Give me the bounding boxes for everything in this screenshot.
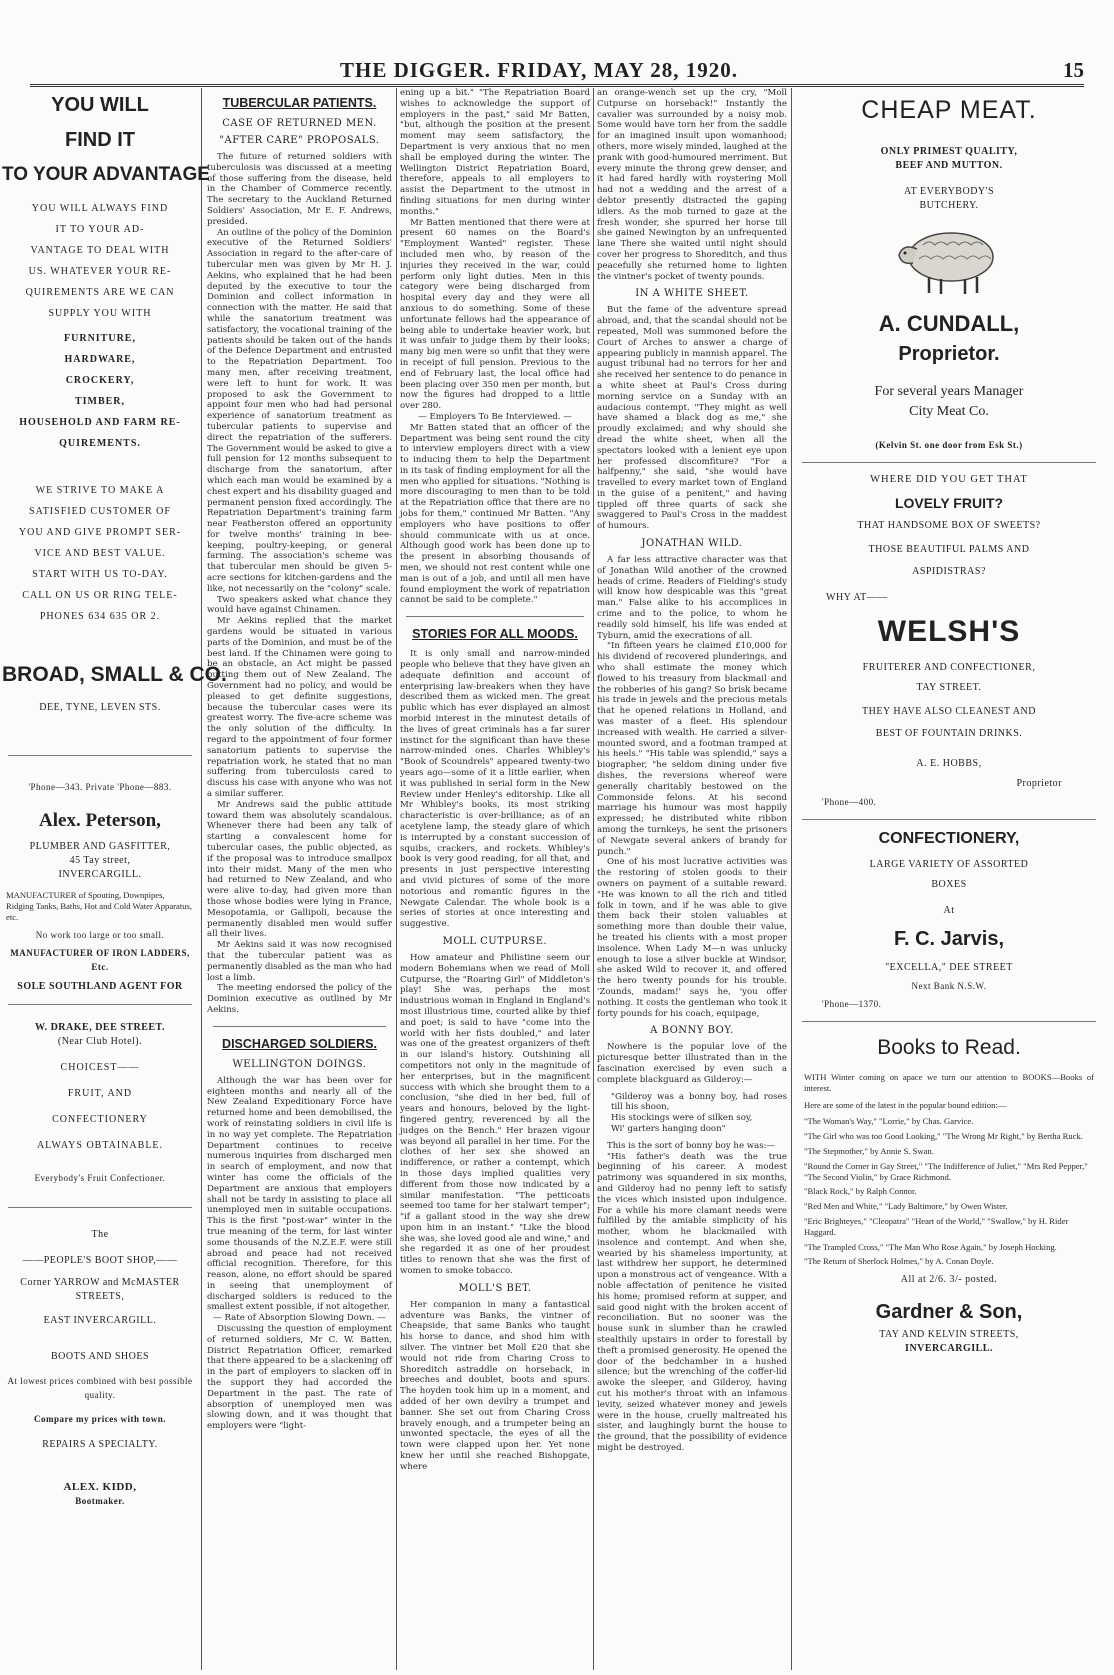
article-body xyxy=(597,305,787,532)
article-body xyxy=(400,649,590,930)
book-item: "Red Men and White," "Lady Baltimore," by Owen Wister. xyxy=(804,1201,1008,1212)
phone-number: 'Phone—400. xyxy=(822,797,877,807)
paragraph: an orange-wench set up the cry, "Moll Cutpurse on horseback!" Instantly the cavalier was surrounded by a noisy mob. Some would have torn her from the saddle for an imagined insult upon womanhood; others, more wisely minded, laughed at the prank with good-humoured merriment. But every minute the throng grew denser, and it had fared hardly with roystering Moll had not a wedding and the arrest of a debtor presently distracted the gaping idlers. As the mob turned to gaze at the fresh wonder, she spurred her horse till she gained Newington by an unfrequented lane There she waited until night should cover her progress to Shoreditch, and thus peacefully she returned home to lighten the vintner's pocket of twenty pounds. xyxy=(597,88,787,282)
ad-line: CALL ON US OR RING TELE- xyxy=(22,590,178,601)
ad-line: REPAIRS A SPECIALTY. xyxy=(42,1439,158,1451)
role: Bootmaker. xyxy=(75,1496,125,1507)
address: Corner YARROW and McMASTER xyxy=(20,1277,180,1289)
ad-welshs xyxy=(796,473,1102,809)
book-item: "The Girl who was too Good Looking," "The Wrong Mr Right," by Bertha Ruck. xyxy=(804,1131,1083,1142)
ad-line: IT TO YOUR AD- xyxy=(55,224,145,235)
paragraph: Discussing the question of employment of returned soldiers, Mr C. W. Batten, District Repatriation Officer, remarked that there appeared to be a slackening off in the part of employers to slacken off in the support they had accorded the Department in the past. The rate of absorption of unemployed men was slowing down, and it was thought that employers were "light- xyxy=(207,1324,392,1432)
ad-item: CONFECTIONERY xyxy=(52,1114,148,1126)
verse-line: His stockings were of silken soy, xyxy=(611,1113,753,1124)
book-item: "The Trampled Cross," "The Man Who Rose Again," by Joseph Hocking. xyxy=(804,1241,1057,1252)
ad-kidd xyxy=(2,1228,198,1508)
address: (Kelvin St. one door from Esk St.) xyxy=(875,440,1023,450)
ad-line: Compare my prices with town. xyxy=(33,1414,167,1425)
ad-line: BEST OF FOUNTAIN DRINKS. xyxy=(875,728,1023,739)
column-3 xyxy=(400,88,590,1670)
paragraph: "His father's death was the true beginning of his career. A modest patrimony was squandered in six months, and Gilderoy had no penny left to satisfy the vices which insisted upon indulgence. For a while his more clamant needs were fulfilled by the amiable simplicity of his mother, whom he blackmailed with insolence and contempt. And when she, wearied by his shameless importunity, at last withdrew her support, he determined upon a monstrous act of vengeance. With a noble affectation of penitence he visited his home; promised reform at supper, and said good night with the broken accent of reconciliation. But no sooner was the house sunk in slumber than he crawled stealthily upstairs in order to forestall by theft a promised generosity. He opened the door of the bedchamber in a hushed silence; but the wrenching of the coffer-lid awoke the sleeper, and Gilderoy, having cut his mother's throat with an infamous levity, seized whatever money and jewels were in the house, cruelly maltreated his sister, and laughingly burnt the house to the ground, that the possibility of evidence might be destroyed. xyxy=(597,1151,787,1454)
address: (Near Club Hotel). xyxy=(57,1036,143,1048)
advertiser-name: A. CUNDALL, xyxy=(878,311,1020,336)
address: "EXCELLA," DEE STREET xyxy=(885,962,1013,973)
sheep-illustration-icon xyxy=(889,219,1009,299)
ad-item: QUIREMENTS. xyxy=(59,438,141,449)
ad-line: AT EVERYBODY'S xyxy=(903,186,995,197)
address: 45 Tay street, xyxy=(69,855,131,866)
ad-item: FRUIT, AND xyxy=(67,1088,133,1100)
column-1-advertisements xyxy=(2,88,227,1670)
goods: BOOTS AND SHOES xyxy=(50,1351,150,1363)
ad-line: START WITH US TO-DAY. xyxy=(32,569,168,580)
book-item: "Black Rock," by Ralph Connor. xyxy=(804,1186,917,1197)
advertiser-name: Alex. Peterson, xyxy=(39,810,161,831)
book-item: "Round the Corner in Gay Street," "The Indifference of Juliet," "Mrs Red Pepper," "The Second Violin," by Grace Richmond. xyxy=(804,1160,1088,1182)
ad-item: ALWAYS OBTAINABLE. xyxy=(36,1140,164,1152)
ad-heading: TO YOUR ADVANTAGE xyxy=(2,164,210,185)
ad-line: THEY HAVE ALSO CLEANEST AND xyxy=(862,706,1036,717)
ad-item: FURNITURE, xyxy=(64,333,136,344)
paragraph-subhead: — Rate of Absorption Slowing Down. — xyxy=(213,1313,386,1324)
paragraph: How amateur and Philistine seem our modern Bohemians when we read of Moll Cutpurse, the "Roaring Girl" of Middleton's play! She was, perhaps the most industrious woman in England in England's most illustrious time, courted alike by thief and poet; is said to have "come into the world with her fists doubled," and later was one of the greatest organizers of theft in our island's history. Outshining all competitors not only in the magnitude of her enterprises, but in the magnificent success with which she brought them to a conclusion, "she died in her bed, full of years and honours, beloved by the light-fingered gentry, reverenced by all the judges on the Bench." Her brazen vigour was beyond all parallel in her time. For the clothes of her sex she showed an indifference, or rather a contempt, which in those days implied qualities very different from those now indicated by a similar manifestation. "The petticoats seemed too tame for her stalwart temper"; "if a gallant stood in the way she drew upon him in an instant." "Like the blood she was, she loved good ale and wine," and she regarded it as one of her proudest titles to renown that she was the first of women to smoke tobacco. xyxy=(400,952,590,1277)
article-subtitle: JONATHAN WILD. xyxy=(641,538,743,550)
paragraph: It is only small and narrow-minded people who believe that they have given an adequate definition and account of enterprising law-breakers when they have described them as wicked men. The great public which has ever displayed an almost morbid interest in the minutest details of the lives of great criminals has a far surer instinct for the significant than have these narrow-minded ones. Charles Whibley's "Book of Scoundrels" appeared twenty-two years ago—some of it a little earlier, when it was published in serial form in the New Review under Henley's editorship. Like all Mr Whibley's books, its most striking characteristic is over-brilliance; as of an acetylene lamp, the steady glare of which is interrupted by a constant succession of squibs, crackers, and rockets. Whibley's book is very good reading, for all that, and presents in just perspective interesting and vivid pictures of some of the more notorious and romantic figures in the Newgate Calendar. The whole book is a series of stories at once interesting and suggestive. xyxy=(400,649,590,930)
paragraph: This is the sort of bonny boy he was:— xyxy=(607,1140,776,1151)
paragraph: Mr Batten stated that an officer of the Department was being sent round the city to interview employers direct with a view to inducing them to help the Department in its task of finding employment for all the men who applied for situations. "Nothing is more discouraging to men than to be told at the Repatriation office that there are no jobs for them," continued Mr Batten. "Any employers who have positions to offer should communicate with us at once. Although good work has been done up to the present in absorbing thousands of men, we should not rest content while one man is out of a job, and until all men have found employment the work of repatriation cannot be said to be complete." xyxy=(400,422,590,606)
ad-line: WHY AT—— xyxy=(826,592,888,603)
town: INVERCARGILL. xyxy=(58,869,142,880)
firm-name: BROAD, SMALL & CO. xyxy=(2,663,227,686)
ad-line: No work too large or too small. xyxy=(35,930,165,941)
ad-line: VANTAGE TO DEAL WITH xyxy=(30,245,170,256)
phone-numbers: 'Phone—343. Private 'Phone—883. xyxy=(28,782,172,792)
owner-name: A. E. HOBBS, xyxy=(916,758,982,769)
article-subtitle: A BONNY BOY. xyxy=(650,1025,734,1037)
shop-name: ——PEOPLE'S BOOT SHOP,—— xyxy=(22,1255,178,1267)
ad-body: WITH Winter coming on apace we turn our attention to BOOKS—Books of interest. xyxy=(804,1072,1094,1093)
article-body xyxy=(207,152,392,1016)
tagline: Everybody's Fruit Confectioner. xyxy=(34,1173,166,1184)
ad-line: YOU WILL ALWAYS FIND xyxy=(31,203,169,214)
ad-jarvis xyxy=(796,830,1102,1011)
article-title: TUBERCULAR PATIENTS. xyxy=(222,96,377,110)
paragraph: Two speakers asked what chance they would have against Chinamen. xyxy=(207,594,392,616)
book-item: "The Return of Sherlock Holmes," by A. Conan Doyle. xyxy=(804,1256,994,1267)
role: Proprietor. xyxy=(898,343,1000,365)
column-2 xyxy=(207,88,392,1670)
ad-books xyxy=(796,1036,1102,1356)
ad-line: QUIREMENTS ARE WE CAN xyxy=(25,287,175,298)
paragraph: ening up a bit." "The Repatriation Board wishes to acknowledge the support of employers in the past," said Mr Batten, "but, although the position at the present moment may seem satisfactory, the Department is very anxious that no men shall be employed during the winter. The Wellington District Repatriation Board, therefore, appeals to all employers to assist the Department to the utmost in finding situations for men during winter months." xyxy=(400,88,590,217)
address: Next Bank N.S.W. xyxy=(911,981,987,991)
masthead xyxy=(30,58,1084,80)
advertiser-name: WELSH'S xyxy=(877,615,1021,648)
ad-body: MANUFACTURER of Spouting, Downpipes, Ridging Tanks, Baths, Hot and Cold Water Apparatus, etc. xyxy=(6,890,193,922)
advertiser-name: W. DRAKE, DEE STREET. xyxy=(35,1022,165,1034)
ad-item: TIMBER, xyxy=(74,396,126,407)
ad-cheap-meat xyxy=(796,96,1102,452)
address: TAY AND KELVIN STREETS, xyxy=(879,1329,1019,1341)
column-divider xyxy=(201,88,202,1670)
paragraph: An outline of the policy of the Dominion executive of the Returned Soldiers' Association in regard to the after-care of tubercular men was given by Mr H. J. Aekins, who explained that he had been deputed by the executive to tour the Dominion and collect information in connection with the matter. He said that while the sanatorium treatment was satisfactory, the vocational training of the patients should be taken out of the hands of the Defence Department and entrusted to the Repatriation Department. Too many men, after receiving treatment, were left to hunt for work. It was proposed to ask the Government to appoint four men who had had personal experience of sanatorium treatment as tubercular patients to supervise and direct the repatriation of the sufferers. The Government would be asked to give a full pension for 12 months subsequent to discharge from the sanatorium, after which each man would be examined by a chest expert and his disability guaged and permanent pension fixed accordingly. The Repatriation Department's training farm near Featherston offered an opportunity for twelve months' training in bee-keeping, poultry-keeping, or general farming. The association's scheme was that tubercular men should be given 5-acre sections for kitchen-gardens and the like, not necessarily on the "colony" scale. xyxy=(207,227,392,594)
article-subtitle: MOLL CUTPURSE. xyxy=(442,935,548,947)
article-body xyxy=(597,88,787,282)
ad-heading: LOVELY FRUIT? xyxy=(894,495,1004,511)
address: TAY STREET. xyxy=(916,682,982,693)
paragraph: But the fame of the adventure spread abroad, and, that the scandal should not be repeated, Moll was summoned before the Court of Arches to answer a charge of appearing publicly in mannish apparel. The august tribunal had no terrors for her and she received her sentence to do penance in a white sheet at Paul's Cross during morning service on a Sunday with an audacious contempt. "They might as well have shamed a black dog as me," she proudly exclaimed; and why should she dread the white sheet, when all the spectators looked with a lenient eye upon her professed discomfiture? "For a halfpenny," she said, "she would have travelled to every market town of England in the guise of a penitent," and having tippled off three quarts of sack she swaggered to Paul's Cross in the maddest of humours. xyxy=(597,305,787,532)
ad-line: SATISFIED CUSTOMER OF xyxy=(29,506,171,517)
verse xyxy=(611,1092,787,1135)
trade: PLUMBER AND GASFITTER, xyxy=(29,841,171,852)
ad-drake xyxy=(2,1021,198,1185)
ad-item: HOUSEHOLD AND FARM RE- xyxy=(19,417,181,428)
ad-heading: CHEAP MEAT. xyxy=(861,96,1037,124)
ad-line: FRUITERER AND CONFECTIONER, xyxy=(862,662,1036,673)
column-divider xyxy=(396,88,397,1670)
ad-broad-small xyxy=(2,94,227,715)
firm-address: DEE, TYNE, LEVEN STS. xyxy=(39,702,161,713)
ad-line: BOXES xyxy=(931,879,967,890)
paragraph: Mr Aekins replied that the market gardens would be situated in various parts of the Dominion, and must be of the best land. If the Chinamen were going to be an obstacle, an Act might be passed putting them out of New Zealand. The Government had no policy, and would be pleased to get definite suggestions, because the tubercular cases were its greatest worry. The five-acre scheme was the only solution of the difficulty. In regard to the appointment of four former sanatorium patients to supervise the repatriation work, he stated that no man suffering from tuberculosis cared to discuss his case with anyone who was not a similar sufferer. xyxy=(207,616,392,800)
article-subtitle: IN A WHITE SHEET. xyxy=(635,288,749,300)
paragraph: The future of returned soldiers with tuberculosis was discussed at a meeting of those suffering from the disease, held in the Chamber of Commerce recently. The secretary to the Auckland Returned Soldiers' Association, Mr E. F. Andrews, presided. xyxy=(207,152,392,227)
verse-line: Wi' garters hanging doon" xyxy=(611,1123,726,1134)
article-subtitle: CASE OF RETURNED MEN. xyxy=(222,118,377,129)
paragraph: A far less attractive character was that of Jonathan Wild another of the crowned heads of crime. Readers of Fielding's study will know how despicable was this "great man." False alike to his accomplices in crime and to the police, to whom he readily sold himself, his life was ended at Tyburn, amid the execrations of all. xyxy=(597,555,787,641)
verse-line: "Gilderoy was a bonny boy, had roses till his shoon, xyxy=(611,1091,787,1113)
article-title: DISCHARGED SOLDIERS. xyxy=(222,1036,377,1051)
ad-line: WE STRIVE TO MAKE A xyxy=(35,485,165,496)
advertiser-name: F. C. Jarvis, xyxy=(893,928,1005,950)
column-divider xyxy=(791,88,792,1670)
ad-heading: YOU WILL xyxy=(51,94,149,116)
ad-line: BEEF AND MUTTON. xyxy=(895,160,1003,171)
paragraph: One of his most lucrative activities was the restoring of stolen goods to their owners on payment of a suitable reward. "He was known to all the rich and titled folk in town, and if he was able to give them back their stolen valuables at something more than double their value, he treated his clients with a most proper insolence. When Lady M—n was unlucky enough to lose a silver buckle at Windsor, she asked Wild to recover it, and offered the hero twenty pounds for his trouble. 'Zounds, madam!' says he, 'you offer nothing. It costs the gentleman who took it forty pounds for his coach, equipage, xyxy=(597,857,787,1019)
paragraph: Although the war has been over for eighteen months and nearly all of the New Zealand Expeditionary Force have returned home and been demobilised, the work of reinstating soldiers in civil life is in no way yet complete. The Repatriation Department continues to receive numerous inquiries from discharged men in search of employment, and now that winter has come the officials of the Department are anxious that employers shall not be tardy in assisting to place all unemployed men in suitable occupations. This is the first "post-war" winter in the true meaning of the term, for last winter some thousands of the N.Z.E.F. were still abroad and peace had not received official recognition. Therefore, for this reason, alone, no effort should be spared in seeing that unemployment of discharged soldiers is reduced to the smallest extent possible, if not altogether. xyxy=(207,1075,392,1313)
masthead-title: THE DIGGER. FRIDAY, MAY 28, 1920. xyxy=(340,58,739,82)
ad-line: For several years Manager xyxy=(874,384,1024,399)
article-body xyxy=(400,1300,590,1473)
ad-line: At xyxy=(943,905,955,916)
ad-line: LARGE VARIETY OF ASSORTED xyxy=(869,859,1029,870)
town: EAST INVERCARGILL. xyxy=(43,1315,157,1327)
ad-heading: CONFECTIONERY, xyxy=(878,830,1020,847)
article-body xyxy=(400,953,590,1277)
book-item: "The Stepmother," by Annie S. Swan. xyxy=(804,1145,934,1156)
ad-line: ONLY PRIMEST QUALITY, xyxy=(880,146,1018,157)
ad-line: At lowest prices combined with best possible quality. xyxy=(7,1376,193,1401)
book-item: "Eric Brighteyes," "Cleopatra" "Heart of the World," "Swallow," by H. Rider Haggard. xyxy=(804,1215,1069,1237)
ad-item: HARDWARE, xyxy=(64,354,136,365)
page-number: 15 xyxy=(1063,58,1084,82)
town: INVERCARGILL. xyxy=(905,1343,993,1355)
advertiser-name: Gardner & Son, xyxy=(875,1301,1023,1324)
address: STREETS, xyxy=(75,1291,125,1303)
column-5-advertisements xyxy=(796,88,1102,1670)
ad-peterson xyxy=(2,780,198,994)
role: Proprietor xyxy=(1016,778,1062,789)
ad-item: CHOICEST—— xyxy=(60,1062,140,1074)
article-title: STORIES FOR ALL MOODS. xyxy=(412,627,578,642)
paragraph: The meeting endorsed the policy of the Dominion executive as outlined by Mr Aekins. xyxy=(207,983,392,1015)
ad-item: CROCKERY, xyxy=(65,375,135,386)
ad-line: VICE AND BEST VALUE. xyxy=(34,548,166,559)
paragraph: Mr Aekins said it was now recognised that the tubercular patient was as permanently disabled as the man who had lost a limb. xyxy=(207,940,392,983)
ad-line: The xyxy=(91,1229,109,1241)
article-subtitle: MOLL'S BET. xyxy=(458,1282,532,1294)
ad-heading: FIND IT xyxy=(65,129,135,151)
ad-line: THOSE BEAUTIFUL PALMS AND xyxy=(868,544,1030,555)
paragraph: Her companion in many a fantastical adventure was Banks, the vintner of Cheapside, that same Banks who taught his horse to dance, and shod him with silver. The vintner bet Moll £20 that she would not ride from Charing Cross to Shoreditch astraddle on horseback, in breeches and doublet, boots and spurs. The hoyden took him up in a moment, and added of her own devilry a trumpet and banner. She set out from Charing Cross bravely enough, and a trumpeter being an unwonted spectacle, the eyes of all the town were clapped upon her. Yet none knew her until she reached Bishopgate, where xyxy=(400,1299,590,1472)
paragraph-subhead: — Employers To Be Interviewed. — xyxy=(418,411,572,422)
ad-line: US. WHATEVER YOUR RE- xyxy=(28,266,172,277)
book-item: "The Woman's Way," "Lorrie," by Chas. Garvice. xyxy=(804,1116,974,1127)
paragraph: "In fifteen years he claimed £10,000 for his dividend of recovered plunderings, and who shall estimate the money which flowed to his treasury from blackmail and the robberies of his gang? So brisk became his trade in jewels and the precious metals that he opened relations in Holland, and was master of a fleet. His splendour increased with wealth. He carried a silver-mounted sword, and a footman tramped at his heels." "His table was splendid," says a biographer, "he seldom dining under five dishes, the reversions whereof were generally charitably bestowed on the Commonside felons. At his second marriage his humour was most happily expressed; he distributed white ribbon among the turnkeys, he sent the prisoners of Newgate several ankers of brandy for punch." xyxy=(597,641,787,857)
paragraph: Mr Andrews said the public attitude toward them was absolutely scandalous. Whenever there had been any talk of starting a convalescent home for tubercular cases, the public objected, as if the proposal was to introduce smallpox into their midst. Many of the men who had returned to New Zealand, and who were alive to-day, had given more than those whose bodies were lying in France, Mesopotamia, or Gallipoli, because the permanently disabled men would suffer all their lives. xyxy=(207,799,392,940)
book-list xyxy=(804,1116,1094,1267)
ad-line: City Meat Co. xyxy=(909,404,989,419)
article-body xyxy=(597,1042,787,1453)
article-body xyxy=(400,88,590,606)
ad-line: BUTCHERY. xyxy=(919,200,979,211)
paragraph: Mr Batten mentioned that there were at present 60 names on the Board's "Employment Wanted" register. These included men who, by reason of the injuries they received in the war, could perform only light duties. Men in this category were being discharged from hospital every day and they were all anxious to do something. Some of these unfortunate fellows had the appearance of being able to undertake heavier work, but it was unfair to judge them by their looks; many big men were so unfit that they were in receipt of full pension. Previous to the end of February last, the local office had been placing over 350 men per month, but now the figures had dropped to a little over 280. xyxy=(400,217,590,412)
ad-line: THAT HANDSOME BOX OF SWEETS? xyxy=(857,520,1041,531)
phone-number: 'Phone—1370. xyxy=(822,999,882,1009)
ad-body: Here are some of the latest in the popular bound edition:— xyxy=(804,1099,1007,1110)
article-subtitle: "AFTER CARE" PROPOSALS. xyxy=(219,135,380,146)
ad-line: ASPIDISTRAS? xyxy=(912,566,986,577)
paragraph: Nowhere is the popular love of the picturesque better illustrated than in the fascination exercised by even such a complete blackguard as Gilderoy:— xyxy=(597,1042,787,1085)
ad-line: YOU AND GIVE PROMPT SER- xyxy=(18,527,182,538)
article-body xyxy=(207,1076,392,1432)
ad-heading: Books to Read. xyxy=(877,1036,1021,1059)
column-divider xyxy=(593,88,594,1670)
price: All at 2/6. 3/- posted. xyxy=(900,1274,998,1286)
ad-line: MANUFACTURER OF IRON LADDERS, Etc. xyxy=(10,948,190,973)
column-4 xyxy=(597,88,787,1670)
article-subtitle: WELLINGTON DOINGS. xyxy=(232,1058,367,1070)
ad-line: WHERE DID YOU GET THAT xyxy=(870,474,1028,485)
article-body xyxy=(597,555,787,1019)
ad-line: SUPPLY YOU WITH xyxy=(48,308,152,319)
ad-line: PHONES 634 635 OR 2. xyxy=(39,611,161,622)
masthead-rule xyxy=(30,84,1084,87)
advertiser-name: ALEX. KIDD, xyxy=(63,1481,137,1494)
ad-line: SOLE SOUTHLAND AGENT FOR xyxy=(17,981,183,993)
